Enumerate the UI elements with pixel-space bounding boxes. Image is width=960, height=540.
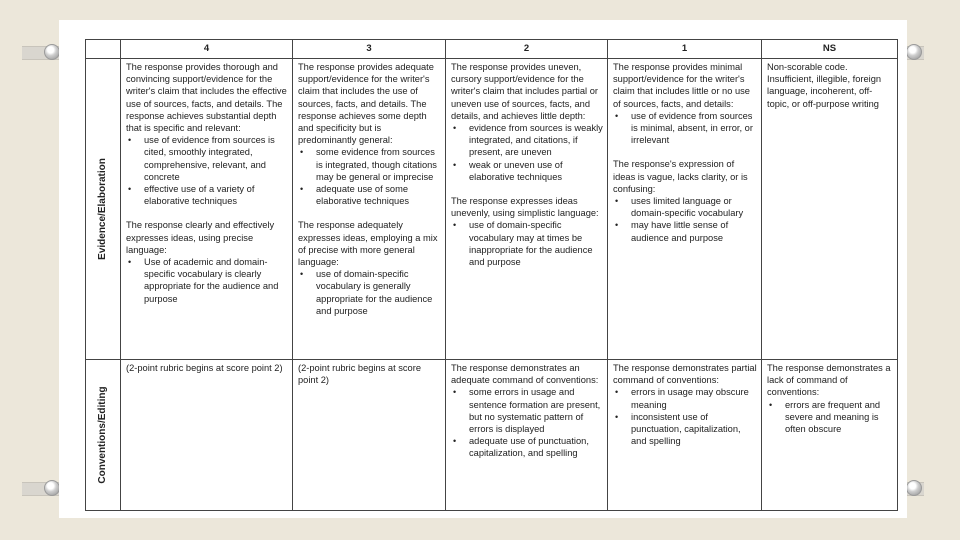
bullet-list bbox=[126, 134, 288, 207]
bullet-list bbox=[613, 386, 757, 447]
cell-intro: Non-scorable code. Insufficient, illegible, foreign language, incoherent, off-topic, or off-purpose writing bbox=[767, 62, 882, 109]
header-score-2: 2 bbox=[446, 40, 608, 59]
cell-evidence-4 bbox=[121, 59, 293, 360]
list-item: • evidence from sources is weakly integrated, and citations, if present, are uneven bbox=[469, 122, 603, 159]
cell-paragraph: The response clearly and effectively expresses ideas, using precise language: bbox=[126, 220, 275, 255]
cell-conventions-4 bbox=[121, 360, 293, 511]
bullet-list bbox=[451, 386, 603, 459]
cell-conventions-2 bbox=[446, 360, 608, 511]
list-item: • use of domain-specific vocabulary is generally appropriate for the audience and purpose bbox=[316, 268, 441, 317]
cell-paragraph: The response's expression of ideas is vague, lacks clarity, or is confusing: bbox=[613, 159, 748, 194]
bullet-list bbox=[451, 219, 603, 268]
cell-intro: The response provides adequate support/evidence for the writer's claim that includes the use of sources, facts, and details. The response achieves some depth and specificity but is predominantly general: bbox=[298, 62, 434, 146]
bullet-list bbox=[298, 146, 441, 207]
row-label-cell bbox=[86, 59, 121, 360]
bullet-list bbox=[451, 122, 603, 183]
list-item: • use of evidence from sources is cited, smoothly integrated, comprehensive, relevant, and concrete bbox=[144, 134, 288, 183]
row-evidence bbox=[86, 59, 898, 360]
cell-intro: The response provides thorough and convincing support/evidence for the writer's claim that includes the effective use of sources, facts, and details. The response achieves substantial depth that is specific and relevant: bbox=[126, 62, 287, 134]
cell-evidence-3 bbox=[293, 59, 446, 360]
bullet-list bbox=[613, 195, 757, 244]
list-item: • may have little sense of audience and purpose bbox=[631, 219, 757, 243]
cell-conventions-1 bbox=[608, 360, 762, 511]
bullet-list bbox=[126, 256, 288, 305]
list-item: • adequate use of punctuation, capitalization, and spelling bbox=[469, 435, 603, 459]
row-conventions bbox=[86, 360, 898, 511]
cell-intro: The response demonstrates an adequate command of conventions: bbox=[451, 363, 599, 386]
list-item: • some errors in usage and sentence formation are present, but no systematic pattern of errors is displayed bbox=[469, 386, 603, 435]
list-item: • use of domain-specific vocabulary may at times be inappropriate for the audience and purpose bbox=[469, 219, 603, 268]
cell-intro: The response provides uneven, cursory support/evidence for the writer's claim that includes partial or uneven use of sources, facts, and details, and achieves little depth: bbox=[451, 62, 598, 121]
cell-evidence-2 bbox=[446, 59, 608, 360]
cell-conventions-3 bbox=[293, 360, 446, 511]
list-item: • some evidence from sources is integrated, though citations may be general or imprecise bbox=[316, 146, 441, 183]
row-label-conventions: Conventions/Editing bbox=[96, 386, 108, 484]
header-score-ns: NS bbox=[762, 40, 898, 59]
header-score-4: 4 bbox=[121, 40, 293, 59]
list-item: • Use of academic and domain-specific vocabulary is clearly appropriate for the audience and purpose bbox=[144, 256, 288, 305]
slide bbox=[59, 20, 907, 518]
cell-paragraph: The response expresses ideas unevenly, using simplistic language: bbox=[451, 196, 599, 219]
rubric-table bbox=[85, 39, 898, 511]
list-item: • use of evidence from sources is minimal, absent, in error, or irrelevant bbox=[631, 110, 757, 147]
pin-icon-top-right bbox=[906, 44, 922, 60]
cell-intro: (2-point rubric begins at score point 2) bbox=[126, 363, 283, 373]
pin-icon-top-left bbox=[44, 44, 60, 60]
cell-paragraph: The response adequately expresses ideas, employing a mix of precise with more general language: bbox=[298, 220, 438, 268]
cell-conventions-ns bbox=[762, 360, 898, 511]
pin-icon-bottom-left bbox=[44, 480, 60, 496]
list-item: • weak or uneven use of elaborative techniques bbox=[469, 159, 603, 183]
cell-intro: (2-point rubric begins at score point 2) bbox=[298, 363, 421, 386]
row-label-evidence: Evidence/Elaboration bbox=[96, 158, 108, 260]
header-score-1: 1 bbox=[608, 40, 762, 59]
cell-evidence-ns bbox=[762, 59, 898, 360]
row-label-cell bbox=[86, 360, 121, 511]
pin-icon-bottom-right bbox=[906, 480, 922, 496]
cell-intro: The response provides minimal support/evidence for the writer's claim that includes little or no use of sources, facts, and details: bbox=[613, 62, 750, 109]
header-row bbox=[86, 40, 898, 59]
list-item: • errors are frequent and severe and meaning is often obscure bbox=[785, 399, 893, 436]
cell-intro: The response demonstrates a lack of command of conventions: bbox=[767, 363, 891, 398]
list-item: • errors in usage may obscure meaning bbox=[631, 386, 757, 410]
list-item: • inconsistent use of punctuation, capitalization, and spelling bbox=[631, 411, 757, 448]
bullet-list bbox=[298, 268, 441, 317]
cell-intro: The response demonstrates partial command of conventions: bbox=[613, 363, 757, 386]
list-item: • effective use of a variety of elaborative techniques bbox=[144, 183, 288, 207]
list-item: • adequate use of some elaborative techniques bbox=[316, 183, 441, 207]
list-item: • uses limited language or domain-specific vocabulary bbox=[631, 195, 757, 219]
header-blank bbox=[86, 40, 121, 59]
bullet-list bbox=[613, 110, 757, 147]
bullet-list bbox=[767, 399, 893, 436]
cell-evidence-1 bbox=[608, 59, 762, 360]
header-score-3: 3 bbox=[293, 40, 446, 59]
